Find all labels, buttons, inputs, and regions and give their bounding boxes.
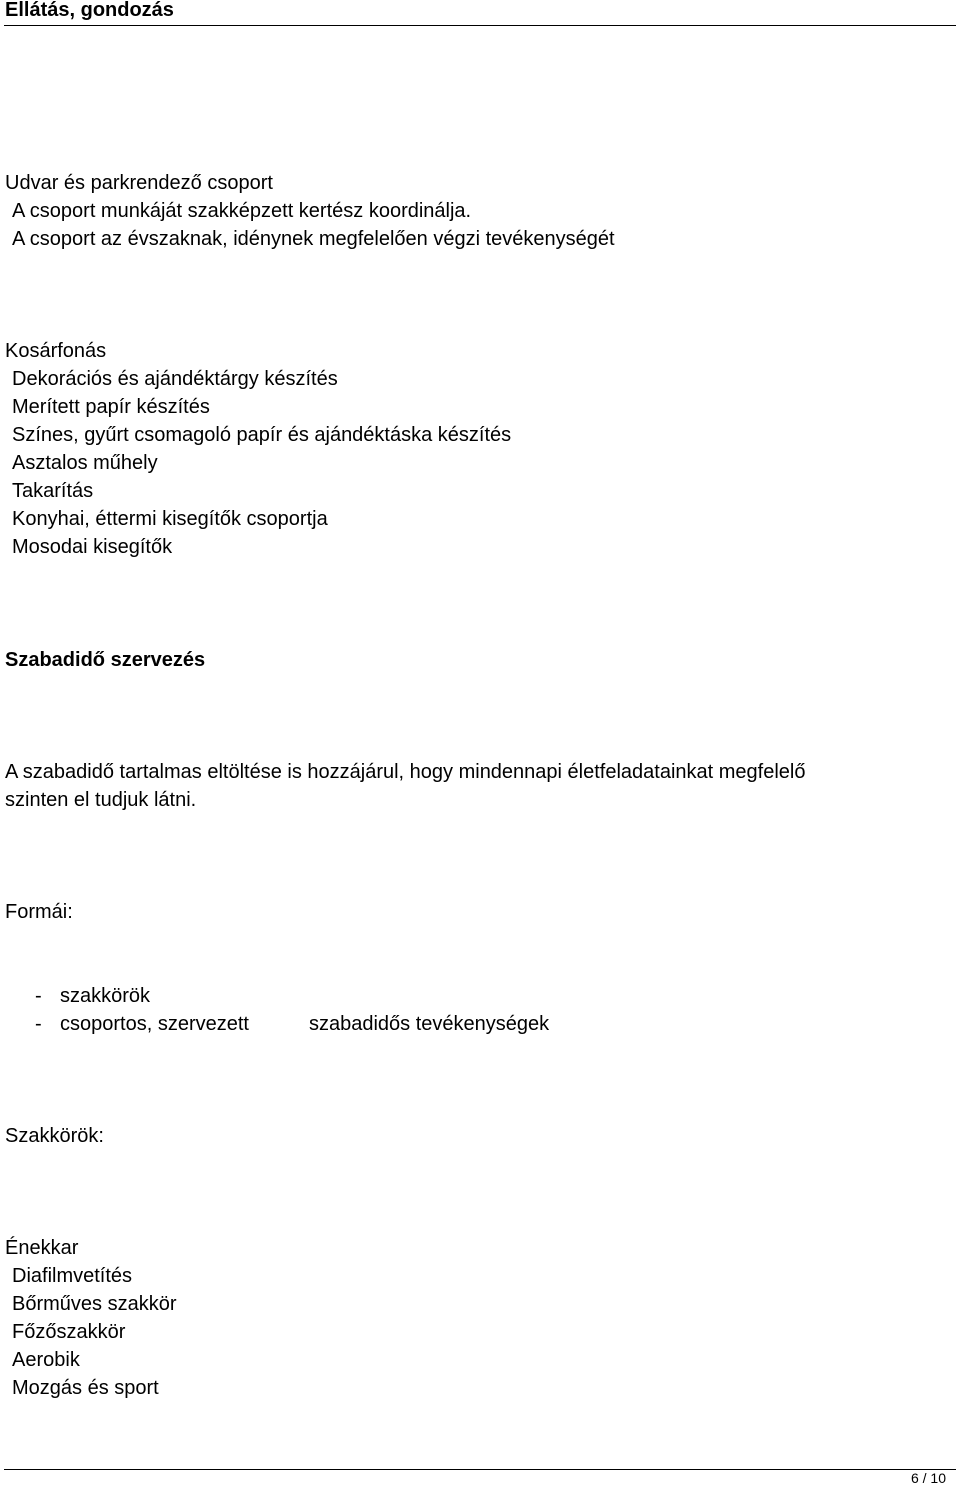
list-item: Dekorációs és ajándéktárgy készítés [12,368,338,390]
forms-label: Formái: [5,901,73,923]
bullet-dash: - [35,985,42,1007]
list-item: Énekkar [5,1237,79,1259]
bullet-dash: - [35,1013,42,1035]
leisure-paragraph-line-1: A szabadidő tartalmas eltöltése is hozzájárul, hogy mindennapi életfeladatainkat megfelelő [5,761,806,783]
clubs-label: Szakkörök: [5,1125,104,1147]
list-item: Főzőszakkör [12,1321,126,1343]
forms-item-1: szakkörök [60,985,151,1007]
footer-divider [4,1469,956,1470]
park-group-line-2: A csoport az évszaknak, idénynek megfelelően végzi tevékenységét [12,228,615,250]
header-title: Ellátás, gondozás [5,0,174,21]
leisure-paragraph-line-2: szinten el tudjuk látni. [5,789,197,811]
list-item: Diafilmvetítés [12,1265,133,1287]
list-item: Kosárfonás [5,340,107,362]
list-item: Aerobik [12,1349,80,1371]
list-item: Mosodai kisegítők [12,536,173,558]
list-item: Színes, gyűrt csomagoló papír és ajándéktáska készítés [12,424,512,446]
list-item: Takarítás [12,480,94,502]
page-number: 6 / 10 [910,1470,946,1486]
forms-item-2-part-1: csoportos, szervezett [60,1013,249,1035]
forms-item-2-part-2: szabadidős tevékenységek [309,1013,550,1035]
park-group-line-1: A csoport munkáját szakképzett kertész koordinálja. [12,200,472,222]
list-item: Bőrműves szakkör [12,1293,177,1315]
list-item: Mozgás és sport [12,1377,159,1399]
leisure-heading: Szabadidő szervezés [5,649,206,671]
park-group-title: Udvar és parkrendező csoport [5,172,273,194]
list-item: Asztalos műhely [12,452,158,474]
list-item: Konyhai, éttermi kisegítők csoportja [12,508,328,530]
header-divider [4,25,956,26]
list-item: Merített papír készítés [12,396,210,418]
